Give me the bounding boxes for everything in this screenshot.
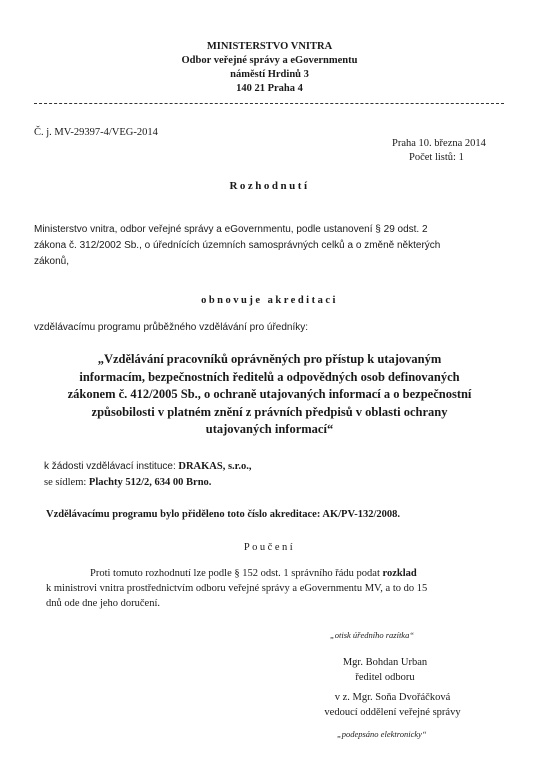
signer-role: ředitel odboru: [355, 672, 415, 683]
signed-note: „podepsáno elektronicky“: [337, 729, 427, 739]
intro-line: zákona č. 312/2002 Sb., o úřednících územních samosprávných celků a o změně některých: [34, 240, 441, 251]
letterhead-ministry: MINISTERSTVO VNITRA: [206, 41, 333, 52]
applicant-name: DRAKAS, s.r.o.,: [178, 461, 252, 472]
intro-paragraph: [34, 222, 504, 270]
instruction-text: Proti tomuto rozhodnutí lze podle § 152 odst. 1 správního řádu podat: [90, 568, 383, 579]
instruction-line: [46, 566, 506, 581]
intro-line: Ministerstvo vnitra, odbor veřejné správy a eGovernmentu, podle ustanovení § 29 odst. 2: [34, 224, 428, 235]
reference-number: Č. j. MV-29397-4/VEG-2014: [34, 127, 158, 138]
document-title: Rozhodnutí: [229, 180, 310, 192]
program-name-line: způsobilosti v platném znění z právních předpisů v oblasti ochrany: [91, 404, 448, 419]
applicant-block: [44, 459, 251, 491]
delegate-name: v z. Mgr. Soňa Dvořáčková: [334, 692, 451, 703]
signer-name: Mgr. Bohdan Urban: [342, 657, 428, 668]
applicant-line: [44, 459, 251, 475]
program-name-line: utajovaných informací“: [205, 422, 334, 436]
sheet-count: Počet listů: 1: [409, 152, 464, 163]
applicant-seat-line: [44, 475, 251, 491]
letterhead-divider: [34, 103, 504, 104]
accreditation-number: Vzdělávacímu programu bylo přiděleno toto číslo akreditace: AK/PV-132/2008.: [46, 509, 401, 520]
program-intro: vzdělávacímu programu průběžného vzdělávání pro úředníky:: [34, 322, 309, 333]
letterhead-department: Odbor veřejné správy a eGovernmentu: [181, 55, 358, 66]
program-name: [0, 351, 539, 439]
delegate-role: vedoucí oddělení veřejné správy: [324, 707, 461, 718]
stamp-note: „otisk úředního razítka“: [330, 630, 415, 640]
decision-action: obnovuje akreditaci: [201, 295, 338, 306]
letterhead-city: 140 21 Praha 4: [236, 83, 303, 94]
program-name-line: informacím, bezpečnostních ředitelů a odpovědných osob definovaných: [79, 369, 460, 384]
instruction-line: k ministrovi vnitra prostřednictvím odboru veřejné správy a eGovernmentu MV, a to do 15: [46, 583, 428, 594]
instruction-line: dnů ode dne jeho doručení.: [46, 598, 161, 609]
letterhead-street: náměstí Hrdinů 3: [230, 69, 309, 80]
seat-address: Plachty 512/2, 634 00 Brno.: [88, 477, 212, 488]
applicant-label: k žádosti vzdělávací instituce:: [44, 461, 176, 472]
document-date: Praha 10. března 2014: [392, 138, 486, 149]
instruction-paragraph: [46, 566, 506, 611]
program-name-line: zákonem č. 412/2005 Sb., o ochraně utajovaných informací a o bezpečnostní: [67, 387, 472, 401]
instruction-title: Poučení: [243, 542, 296, 553]
seat-label: se sídlem:: [44, 477, 87, 488]
program-name-line: „Vzdělávání pracovníků oprávněných pro přístup k utajovaným: [97, 352, 442, 366]
intro-line: zákonů,: [34, 256, 70, 267]
instruction-rozklad: rozklad: [382, 568, 417, 579]
